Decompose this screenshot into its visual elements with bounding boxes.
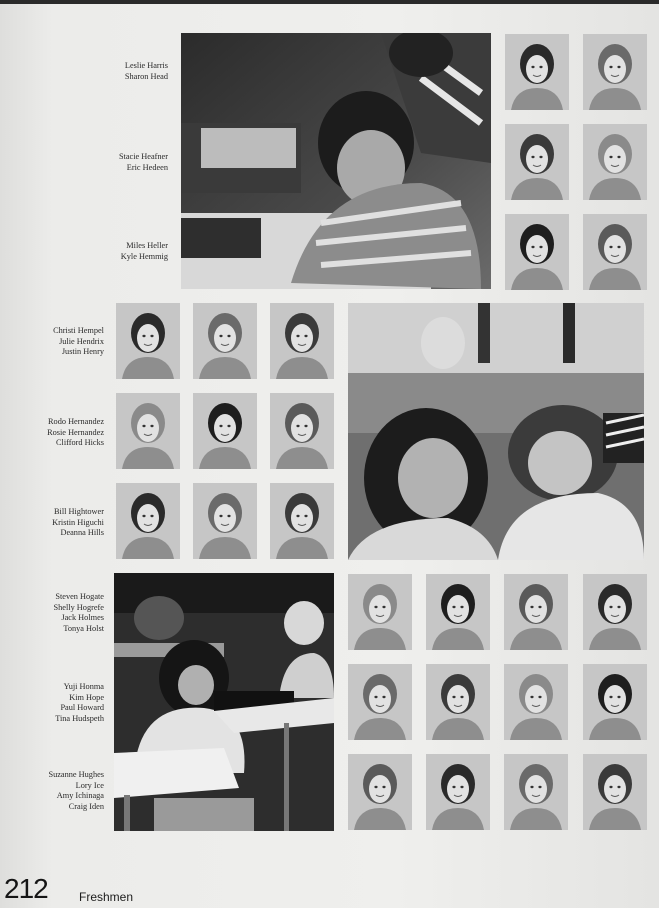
student-name: Kyle Hemmig: [120, 251, 168, 261]
section-label: Freshmen: [79, 890, 134, 904]
student-portrait: [193, 303, 257, 379]
student-name: Kim Hope: [69, 692, 104, 702]
student-name: Lory Ice: [75, 780, 104, 790]
student-portrait: [583, 574, 647, 650]
student-name: Rosie Hernandez: [47, 427, 104, 437]
student-portrait: [583, 664, 647, 740]
student-portrait: [504, 574, 568, 650]
page-number: 212: [4, 873, 48, 904]
student-name: Paul Howard: [60, 703, 104, 712]
student-portrait: [116, 483, 180, 559]
student-name: Rodo Hernandez: [48, 417, 104, 426]
student-name: Sharon Head: [124, 71, 168, 81]
student-portrait: [583, 34, 647, 110]
student-name: Clifford Hicks: [55, 438, 104, 447]
student-portrait: [270, 393, 334, 469]
name-group-3: [72, 241, 168, 262]
top-edge: [0, 0, 659, 4]
name-group-8: [8, 682, 104, 724]
student-name: Eric Hedeen: [126, 162, 168, 172]
name-group-1: [72, 61, 168, 82]
student-portrait: [505, 214, 569, 290]
student-name: Suzanne Hughes: [48, 770, 104, 779]
student-name: Christi Hempel: [53, 326, 104, 335]
student-portrait: [426, 664, 490, 740]
candid-photo-classroom-desk: [181, 33, 491, 289]
name-group-9: [8, 770, 104, 812]
student-portrait: [116, 303, 180, 379]
student-name: Craig Iden: [68, 801, 104, 811]
name-group-4: [8, 326, 104, 358]
student-name: Deanna Hills: [60, 528, 104, 537]
student-name: Julie Hendrix: [59, 336, 104, 346]
student-name: Steven Hogate: [55, 592, 104, 601]
student-name: Amy Ichinaga: [56, 791, 104, 800]
student-name: Miles Heller: [126, 241, 168, 250]
student-name: Shelly Hogrefe: [53, 602, 104, 612]
student-portrait: [270, 483, 334, 559]
name-group-6: [8, 507, 104, 539]
student-portrait: [583, 754, 647, 830]
candid-photo-classroom-students: [114, 573, 334, 831]
student-portrait: [348, 754, 412, 830]
student-portrait: [426, 574, 490, 650]
student-portrait: [583, 124, 647, 200]
student-name: Leslie Harris: [124, 61, 168, 70]
name-group-7: [8, 592, 104, 634]
student-portrait: [348, 664, 412, 740]
student-name: Tina Hudspeth: [55, 713, 104, 723]
name-group-2: [72, 152, 168, 173]
candid-photo-students-outdoors: [348, 303, 644, 560]
student-portrait: [504, 664, 568, 740]
student-name: Kristin Higuchi: [52, 517, 104, 527]
student-name: Jack Holmes: [61, 613, 104, 622]
student-portrait: [426, 754, 490, 830]
student-portrait: [270, 303, 334, 379]
student-portrait: [348, 574, 412, 650]
student-portrait: [193, 483, 257, 559]
student-name: Bill Hightower: [53, 507, 104, 516]
student-portrait: [505, 34, 569, 110]
student-portrait: [193, 393, 257, 469]
student-portrait: [504, 754, 568, 830]
student-portrait: [505, 124, 569, 200]
name-group-5: [8, 417, 104, 449]
student-name: Yuji Honma: [63, 682, 104, 691]
student-portrait: [116, 393, 180, 469]
student-name: Stacie Heafner: [118, 152, 168, 161]
student-portrait: [583, 214, 647, 290]
student-name: Tonya Holst: [63, 623, 104, 633]
student-name: Justin Henry: [61, 347, 104, 356]
